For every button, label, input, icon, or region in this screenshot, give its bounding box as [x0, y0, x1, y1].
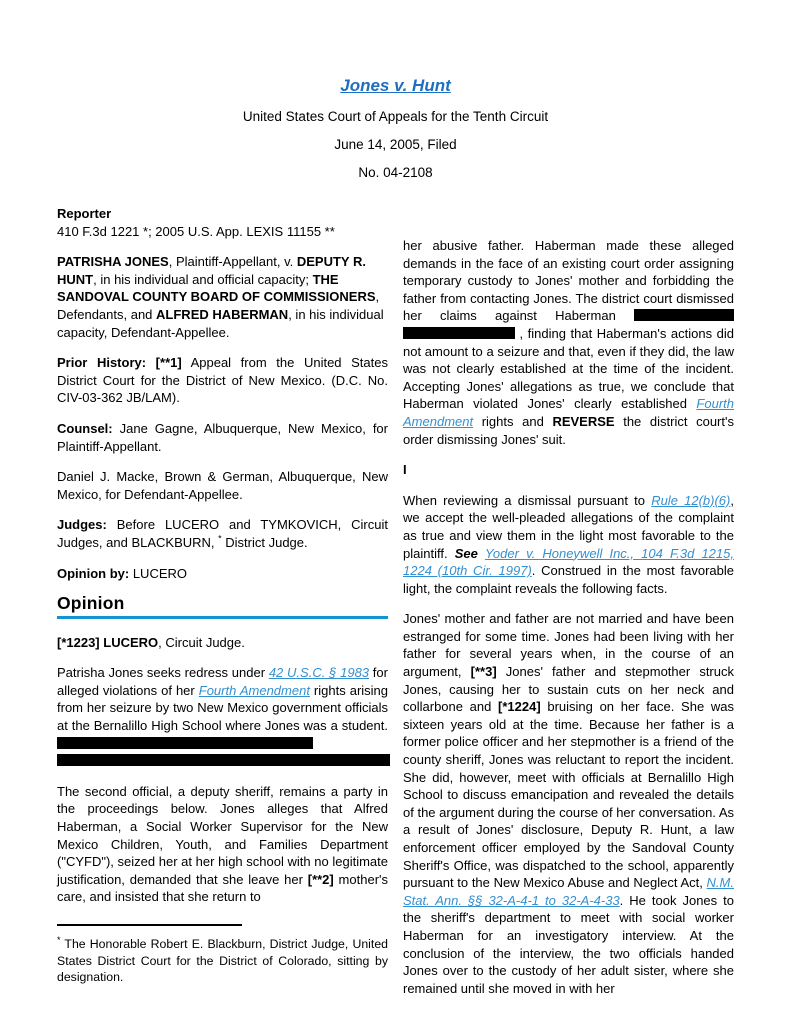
text-run: REVERSE	[552, 413, 615, 429]
court-name: United States Court of Appeals for the Tenth Circuit	[242, 109, 549, 124]
text-run: rights and	[473, 413, 553, 429]
text-run: , finding that Haberman's actions did not amount to a seizure and that, even if they did, the law was not clearly established at the time of the incident. Accepting Jones' allegations as true, we conclude that Haberman violated Jones' clearly established	[403, 325, 734, 412]
left-column	[57, 205, 388, 999]
citation-link[interactable]: Rule 12(b)(6)	[651, 492, 731, 508]
citation-link[interactable]: 42 U.S.C. § 1983	[268, 665, 370, 681]
citation-link[interactable]: Yoder v. Honeywell Inc., 104 F.3d 1215, 1224 (10th Cir. 1997)	[403, 545, 734, 579]
case-title-link[interactable]: Jones v. Hunt	[340, 76, 451, 95]
text-run: Judges:	[57, 517, 117, 533]
text-run: Patrisha Jones seeks redress under	[57, 665, 269, 681]
reporter-block	[57, 205, 388, 240]
opinion-judge-line	[57, 634, 388, 652]
opinion-divider	[57, 616, 388, 619]
facts-paragraph	[403, 610, 734, 997]
text-run: Jones' mother and father are not married and have been estranged for some time. Jones had been living with her father for several years when, in the course of an argument,	[403, 611, 734, 680]
text-run: Reporter	[57, 206, 112, 221]
redaction-bar	[57, 737, 313, 749]
footnote	[57, 936, 388, 986]
text-run: ALFRED HABERMAN	[156, 306, 289, 322]
text-run: Prior History: [**1]	[57, 355, 182, 371]
two-column-body	[57, 205, 734, 1010]
citation-link[interactable]: Fourth Amendment	[403, 396, 734, 429]
text-run: When reviewing a dismissal pursuant to	[403, 492, 652, 508]
text-run: bruising on her face. She was sixteen years old at the time. Because her father is a former police officer and her stepmother is a friend of the county sheriff, Jones was reluctant to report the incident. She did, however, meet with officials at Bernalillo High School to discuss emancipation and revealed the details of the argument during the course of her conversation. As a result of Jones' disclosure, Deputy R. Hunt, a law enforcement officer employed by the Sandoval County Sheriff's Office, was dispatched to the school, apparently pursuant to the New Mexico Abuse and Neglect Act,	[403, 699, 734, 891]
text-run: [*1224]	[498, 699, 541, 715]
text-run: District Judge.	[221, 534, 308, 550]
text-run: the district court's order dismissing Jones' suit.	[403, 413, 734, 447]
footnote-separator	[57, 924, 242, 926]
filed-date: June 14, 2005, Filed	[334, 137, 457, 152]
case-header	[57, 76, 734, 180]
text-run: Opinion by:	[57, 565, 133, 581]
section-one-heading: I	[403, 462, 407, 478]
text-run: her abusive father. Haberman made these alleged demands in the face of an existing court order assigning temporary custody to Jones' mother and forbidding the father from contacting Jones. The district court dismissed her claims against Haberman	[403, 238, 734, 324]
text-run: [**3]	[470, 664, 497, 680]
text-run: Before LUCERO and TYMKOVICH, Circuit Judges, and BLACKBURN,	[57, 517, 388, 550]
text-run: , in his individual and official capacity;	[93, 271, 313, 287]
text-run: The Honorable Robert E. Blackburn, District Judge, United States District Court for the District of Colorado, sitting by designation.	[57, 937, 388, 984]
counsel-appellant	[57, 420, 388, 455]
judges	[57, 516, 388, 551]
docket-number: No. 04-2108	[358, 165, 433, 180]
redaction-bar	[634, 309, 734, 321]
text-run: The second official, a deputy sheriff, remains a party in the proceedings below. Jones alleges that Alfred Haberman, a Social Worker Supervisor for the New Mexico Children, Youth, and Families Department ("CYFD"), seized her at her high school with no legitimate justification, demanded that she leave her	[57, 783, 388, 887]
text-run: , Plaintiff-Appellant, v.	[168, 254, 297, 270]
text-run: Counsel:	[57, 420, 120, 436]
text-run: . He took Jones to the sheriff's department to meet with social worker Haberman for an investigatory interview. At the conclusion of the interview, the two officials handed Jones over to the custody of her adult sister, where she remained until she moved in with her	[403, 892, 734, 996]
text-run: Appeal from the United States District Court for the District of New Mexico. (D.C. No. CIV-03-362 JB/LAM).	[57, 355, 388, 406]
text-run: 410 F.3d 1221 *; 2005 U.S. App. LEXIS 11155 **	[57, 223, 335, 239]
text-run: LUCERO	[103, 634, 159, 650]
redaction-bar	[403, 327, 515, 339]
text-run: PATRISHA JONES	[57, 254, 169, 270]
text-run: rights arising from her seizure by two New Mexico government officials at the Bernalillo High School where Jones was a student.	[57, 682, 389, 734]
redaction-bar	[57, 754, 390, 766]
text-run: *	[218, 533, 222, 544]
text-run: Daniel J. Macke, Brown & German, Albuquerque, New Mexico, for Defendant-Appellee.	[57, 469, 388, 502]
opinion-by	[57, 565, 388, 583]
text-run: *	[57, 934, 61, 945]
text-run: DEPUTY R. HUNT	[57, 254, 366, 287]
text-run: Jane Gagne, Albuquerque, New Mexico, for Plaintiff-Appellant.	[57, 420, 388, 454]
text-run: THE SANDOVAL COUNTY BOARD OF COMMISSIONERS	[57, 271, 376, 305]
text-run: , we accept the well-pleaded allegations of the complaint as true and view them in the light most favorable to the plaintiff.	[403, 492, 734, 561]
text-run: mother's care, and insisted that she return to	[57, 871, 389, 905]
text-run: , Circuit Judge.	[158, 634, 245, 650]
case-caption	[57, 253, 388, 341]
text-run: Jones' father and stepmother struck Jones, causing her to sustain cuts on her neck and collarbone and	[403, 664, 734, 715]
opinion-heading: Opinion	[57, 593, 125, 614]
standard-of-review	[403, 492, 734, 598]
prior-history	[57, 354, 388, 407]
citation-link[interactable]: N.M. Stat. Ann. §§ 32-A-4-1 to 32-A-4-33	[403, 875, 734, 908]
text-run: [**2]	[307, 871, 334, 887]
counsel-appellee	[57, 468, 388, 503]
opinion-summary	[403, 237, 734, 448]
opinion-allegations	[57, 783, 388, 906]
text-run: See	[454, 545, 485, 561]
citation-link[interactable]: Fourth Amendment	[198, 682, 310, 698]
text-run: [*1223]	[57, 634, 100, 650]
text-run: for alleged violations of her	[57, 665, 388, 698]
text-run: , Defendants, and	[57, 289, 380, 322]
right-column	[403, 205, 734, 1010]
text-run: , in his individual capacity, Defendant-Appellee.	[57, 306, 384, 340]
text-run: . Construed in the most favorable light, the complaint reveals the following facts.	[403, 563, 734, 596]
text-run: LUCERO	[132, 565, 188, 581]
opinion-intro	[57, 664, 388, 770]
